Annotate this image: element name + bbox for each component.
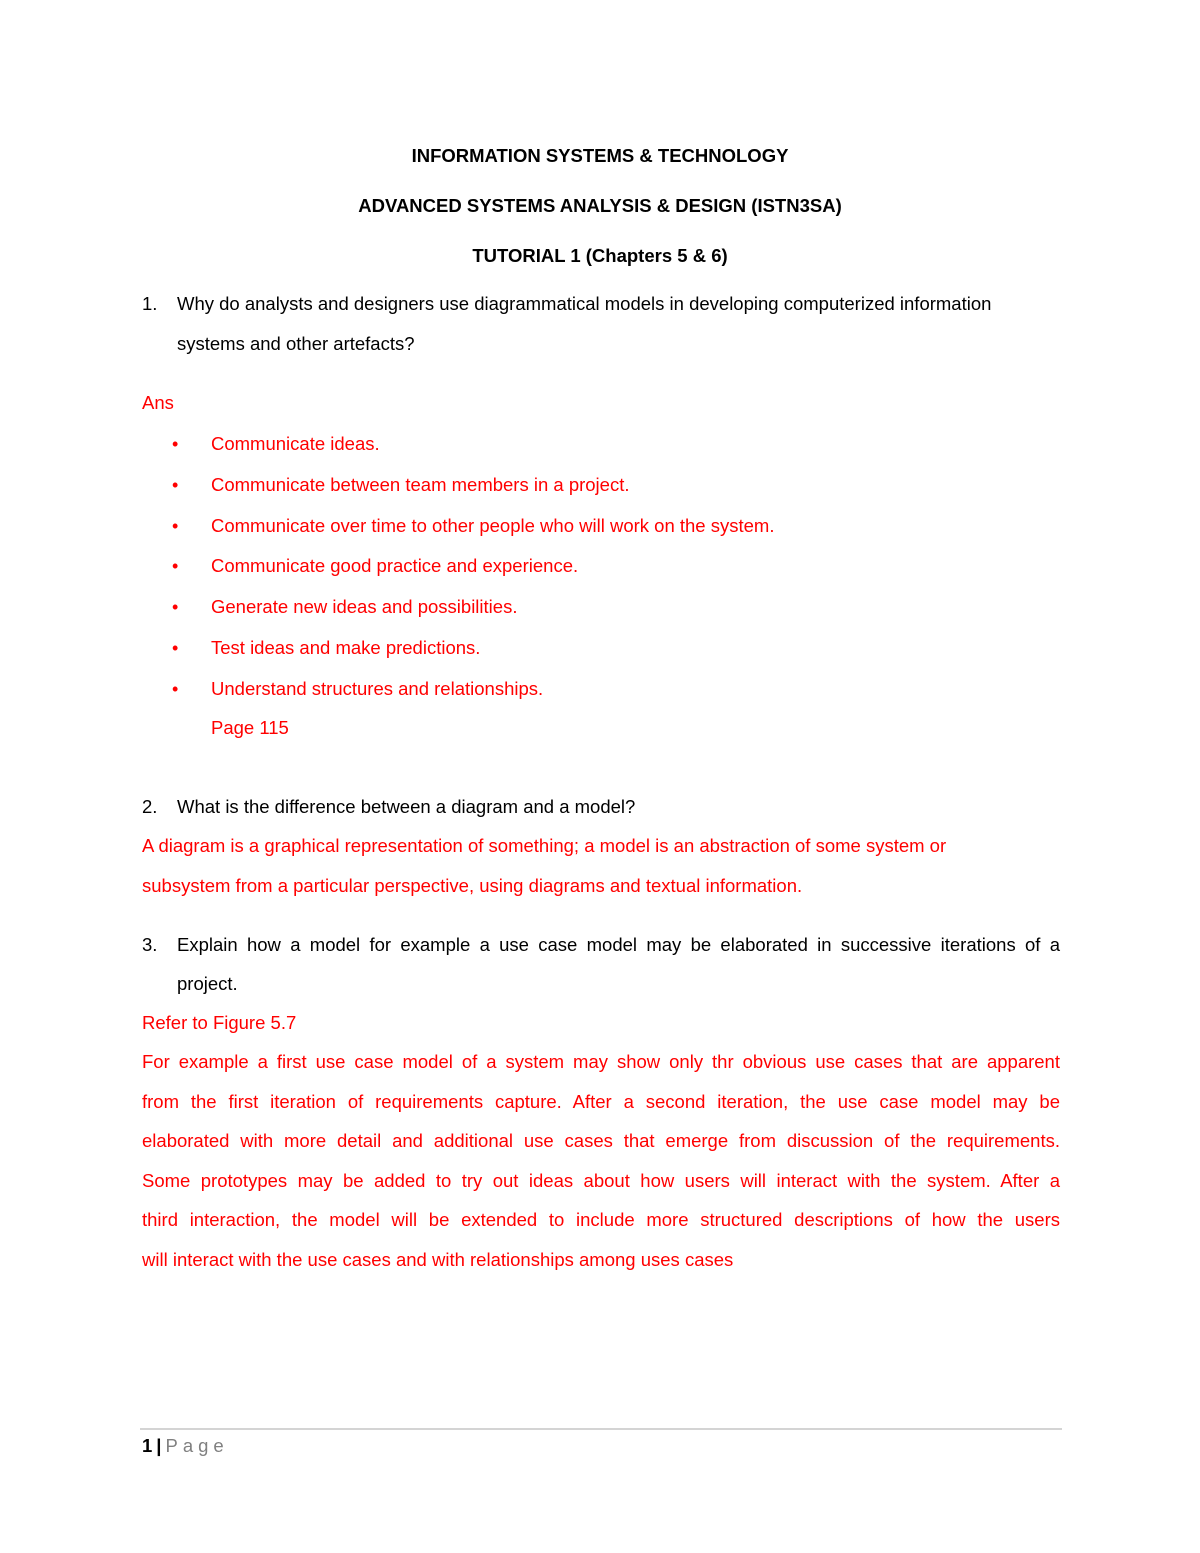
q1-number: 1.	[142, 293, 158, 314]
tutorial-title-heading: TUTORIAL 1 (Chapters 5 & 6)	[472, 245, 728, 266]
q2-number: 2.	[142, 796, 158, 817]
bullet-icon: •	[172, 679, 179, 699]
bullet-icon: •	[172, 516, 179, 536]
list-item-text: Test ideas and make predictions.	[211, 637, 481, 658]
page-footer	[142, 1434, 229, 1458]
footer-separator: |	[156, 1435, 162, 1456]
q3-answer-line-6: will interact with the use cases and with relationships among uses cases	[142, 1249, 734, 1270]
q3-text-line-1: Explain how a model for example a use case model may be elaborated in successive iterations of a	[177, 934, 1060, 955]
q3-answer-line-5: third interaction, the model will be extended to include more structured descriptions of how the users	[142, 1209, 1060, 1230]
list-item-text: Communicate between team members in a project.	[211, 474, 630, 495]
q3-answer-line-2: from the first iteration of requirements capture. After a second iteration, the use case model may be	[142, 1091, 1060, 1112]
footer-divider	[140, 1428, 1062, 1430]
q3-answer-line-3: elaborated with more detail and additional use cases that emerge from discussion of the requirements.	[142, 1130, 1060, 1151]
q1-answer-label: Ans	[142, 392, 174, 413]
bullet-icon: •	[172, 475, 179, 495]
q1-text-line-2: systems and other artefacts?	[177, 333, 415, 354]
list-item-text: Communicate good practice and experience.	[211, 555, 579, 576]
list-item-text: Communicate over time to other people who will work on the system.	[211, 515, 775, 536]
q3-answer-line-1: For example a first use case model of a system may show only thr obvious use cases that are apparent	[142, 1051, 1060, 1072]
list-item-text: Generate new ideas and possibilities.	[211, 596, 518, 617]
bullet-icon: •	[172, 556, 179, 576]
q2-answer-line-1: A diagram is a graphical representation of something; a model is an abstraction of some system or	[142, 835, 947, 856]
list-item-text: Communicate ideas.	[211, 433, 380, 454]
bullet-icon: •	[172, 597, 179, 617]
q1-page-reference: Page 115	[211, 717, 289, 738]
page-label: Page	[165, 1435, 229, 1456]
q3-text-line-2: project.	[177, 973, 238, 994]
list-item-text: Understand structures and relationships.	[211, 678, 544, 699]
q2-answer-line-2: subsystem from a particular perspective, using diagrams and textual information.	[142, 875, 803, 896]
page-number: 1	[142, 1435, 153, 1456]
bullet-icon: •	[172, 434, 179, 454]
q3-figure-reference: Refer to Figure 5.7	[142, 1012, 297, 1033]
bullet-icon: •	[172, 638, 179, 658]
q3-answer-line-4: Some prototypes may be added to try out ideas about how users will interact with the system. After a	[142, 1170, 1060, 1191]
document-subject-heading: INFORMATION SYSTEMS & TECHNOLOGY	[411, 145, 789, 166]
q3-number: 3.	[142, 934, 158, 955]
q2-question-text: What is the difference between a diagram and a model?	[177, 796, 636, 817]
q1-text-line-1: Why do analysts and designers use diagrammatical models in developing computerized information	[177, 293, 992, 314]
course-title-heading: ADVANCED SYSTEMS ANALYSIS & DESIGN (ISTN3SA)	[358, 195, 842, 216]
